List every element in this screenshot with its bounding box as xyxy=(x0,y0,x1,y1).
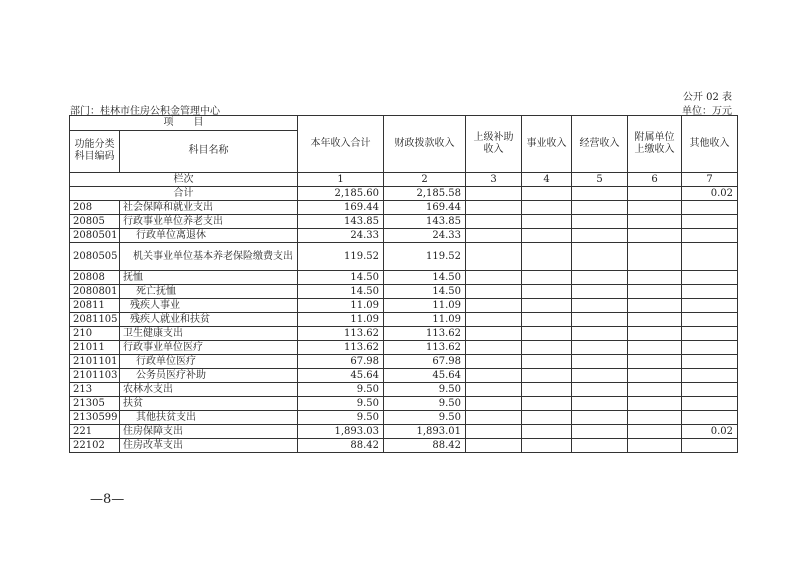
row-code: 2080501 xyxy=(70,229,120,243)
row-fiscal: 14.50 xyxy=(384,271,466,285)
row-other xyxy=(682,355,738,369)
row-fiscal: 88.42 xyxy=(384,439,466,453)
table-row xyxy=(70,299,738,313)
row-fiscal: 113.62 xyxy=(384,327,466,341)
row-fiscal: 9.50 xyxy=(384,411,466,425)
row-name: 行政事业单位医疗 xyxy=(120,341,298,355)
row-total: 119.52 xyxy=(298,243,384,271)
column-index: 1 xyxy=(298,173,384,187)
row-fiscal: 11.09 xyxy=(384,313,466,327)
row-code: 20808 xyxy=(70,271,120,285)
row-code: 22102 xyxy=(70,439,120,453)
project-header: 项 目 xyxy=(70,116,298,131)
row-other xyxy=(682,299,738,313)
total-other-value: 0.02 xyxy=(682,187,738,201)
row-total: 9.50 xyxy=(298,411,384,425)
row-name: 行政事业单位养老支出 xyxy=(120,215,298,229)
table-row xyxy=(70,355,738,369)
row-other xyxy=(682,215,738,229)
column-index: 7 xyxy=(682,173,738,187)
row-name: 行政单位离退休 xyxy=(120,229,298,243)
row-other xyxy=(682,411,738,425)
table-row xyxy=(70,285,738,299)
table-row xyxy=(70,425,738,439)
col-header-business: 事业收入 xyxy=(522,116,572,173)
table-row xyxy=(70,439,738,453)
row-code: 208 xyxy=(70,201,120,215)
column-index-label: 栏次 xyxy=(70,173,298,187)
row-other xyxy=(682,313,738,327)
row-total: 1,893.03 xyxy=(298,425,384,439)
row-other xyxy=(682,369,738,383)
row-total: 9.50 xyxy=(298,383,384,397)
row-other xyxy=(682,383,738,397)
row-code: 221 xyxy=(70,425,120,439)
row-total: 14.50 xyxy=(298,285,384,299)
row-other xyxy=(682,397,738,411)
row-fiscal: 113.62 xyxy=(384,341,466,355)
row-code: 2101101 xyxy=(70,355,120,369)
col-header-fiscal: 财政拨款收入 xyxy=(384,116,466,173)
page-number: —8— xyxy=(90,492,125,507)
code-header: 功能分类科目编码 xyxy=(70,130,120,172)
row-name: 抚恤 xyxy=(120,271,298,285)
col-header-other: 其他收入 xyxy=(682,116,738,173)
table-row xyxy=(70,411,738,425)
row-name: 残疾人事业 xyxy=(120,299,298,313)
row-fiscal: 14.50 xyxy=(384,285,466,299)
row-other xyxy=(682,439,738,453)
department-label: 部门：桂林市住房公积金管理中心 xyxy=(70,106,220,117)
col-header-operating: 经营收入 xyxy=(572,116,628,173)
row-code: 2130599 xyxy=(70,411,120,425)
table-row xyxy=(70,201,738,215)
row-fiscal: 11.09 xyxy=(384,299,466,313)
row-code: 2080801 xyxy=(70,285,120,299)
row-other xyxy=(682,341,738,355)
column-index: 2 xyxy=(384,173,466,187)
row-fiscal: 9.50 xyxy=(384,397,466,411)
row-code: 21305 xyxy=(70,397,120,411)
row-code: 20811 xyxy=(70,299,120,313)
row-code: 20805 xyxy=(70,215,120,229)
row-code: 2101103 xyxy=(70,369,120,383)
table-row xyxy=(70,243,738,271)
total-label: 合计 xyxy=(70,187,298,201)
col-header-superior: 上级补助收入 xyxy=(466,116,522,173)
row-other xyxy=(682,201,738,215)
total-fiscal-value: 2,185.58 xyxy=(384,187,466,201)
row-name: 其他扶贫支出 xyxy=(120,411,298,425)
row-total: 11.09 xyxy=(298,299,384,313)
row-name: 卫生健康支出 xyxy=(120,327,298,341)
row-code: 2080505 xyxy=(70,243,120,271)
table-row xyxy=(70,383,738,397)
name-header: 科目名称 xyxy=(120,130,298,172)
row-total: 45.64 xyxy=(298,369,384,383)
row-other xyxy=(682,327,738,341)
row-total: 67.98 xyxy=(298,355,384,369)
income-table xyxy=(69,115,738,453)
row-total: 24.33 xyxy=(298,229,384,243)
row-fiscal: 1,893.01 xyxy=(384,425,466,439)
row-name: 住房改革支出 xyxy=(120,439,298,453)
row-total: 9.50 xyxy=(298,397,384,411)
column-index: 5 xyxy=(572,173,628,187)
row-total: 88.42 xyxy=(298,439,384,453)
row-name: 行政单位医疗 xyxy=(120,355,298,369)
row-fiscal: 169.44 xyxy=(384,201,466,215)
table-row xyxy=(70,229,738,243)
total-income-value: 2,185.60 xyxy=(298,187,384,201)
table-row xyxy=(70,397,738,411)
row-fiscal: 67.98 xyxy=(384,355,466,369)
row-name: 死亡抚恤 xyxy=(120,285,298,299)
row-fiscal: 45.64 xyxy=(384,369,466,383)
row-name: 机关事业单位基本养老保险缴费支出 xyxy=(120,243,298,271)
row-total: 169.44 xyxy=(298,201,384,215)
row-total: 14.50 xyxy=(298,271,384,285)
row-fiscal: 119.52 xyxy=(384,243,466,271)
row-total: 113.62 xyxy=(298,341,384,355)
row-total: 11.09 xyxy=(298,313,384,327)
row-total: 113.62 xyxy=(298,327,384,341)
row-other: 0.02 xyxy=(682,425,738,439)
row-fiscal: 24.33 xyxy=(384,229,466,243)
form-number: 公开 02 表 xyxy=(682,92,732,103)
column-index: 6 xyxy=(628,173,682,187)
col-header-affiliated: 附属单位上缴收入 xyxy=(628,116,682,173)
row-code: 2081105 xyxy=(70,313,120,327)
row-other xyxy=(682,229,738,243)
table-row xyxy=(70,271,738,285)
table-row xyxy=(70,369,738,383)
row-name: 扶贫 xyxy=(120,397,298,411)
table-row xyxy=(70,327,738,341)
column-index: 4 xyxy=(522,173,572,187)
table-row xyxy=(70,341,738,355)
unit-label: 单位：万元 xyxy=(682,106,732,117)
row-other xyxy=(682,285,738,299)
table-row xyxy=(70,313,738,327)
row-fiscal: 9.50 xyxy=(384,383,466,397)
row-name: 农林水支出 xyxy=(120,383,298,397)
row-other xyxy=(682,271,738,285)
row-name: 公务员医疗补助 xyxy=(120,369,298,383)
row-name: 社会保障和就业支出 xyxy=(120,201,298,215)
row-name: 住房保障支出 xyxy=(120,425,298,439)
col-header-total: 本年收入合计 xyxy=(298,116,384,173)
row-name: 残疾人就业和扶贫 xyxy=(120,313,298,327)
row-code: 21011 xyxy=(70,341,120,355)
row-code: 210 xyxy=(70,327,120,341)
row-total: 143.85 xyxy=(298,215,384,229)
row-other xyxy=(682,243,738,271)
row-fiscal: 143.85 xyxy=(384,215,466,229)
column-index: 3 xyxy=(466,173,522,187)
row-code: 213 xyxy=(70,383,120,397)
table-row xyxy=(70,215,738,229)
